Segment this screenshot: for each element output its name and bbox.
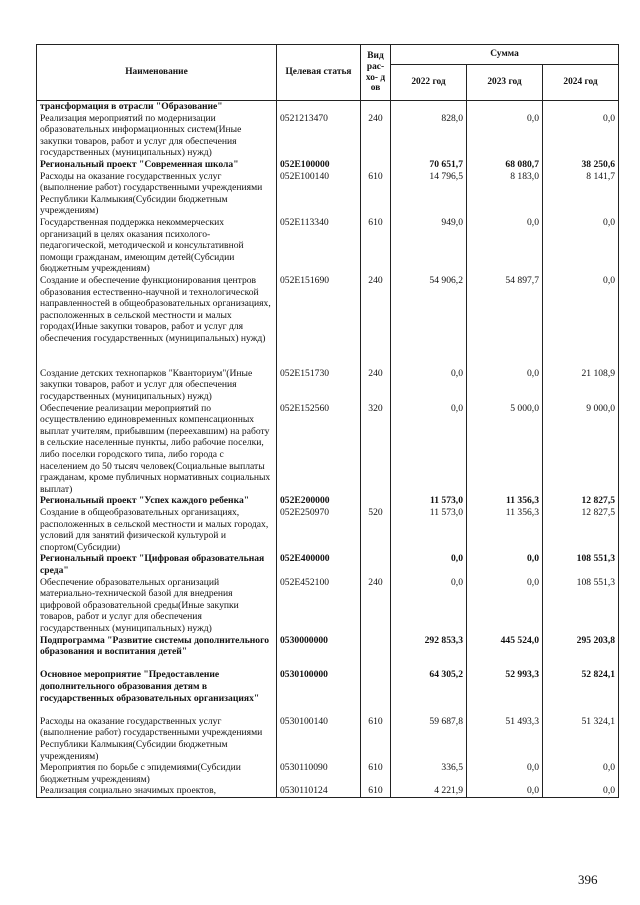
table-row: [37, 217, 619, 275]
row-code: 052E452100: [277, 577, 361, 635]
row-sum-2024: 108 551,3: [543, 577, 619, 635]
row-code: 0530100000: [277, 669, 361, 715]
row-sum-2023: 0,0: [467, 368, 543, 403]
row-name: Региональный проект "Успех каждого ребенка": [37, 495, 277, 507]
header-code: Целевая статья: [277, 45, 361, 101]
row-sum-2022: 292 853,3: [391, 635, 467, 670]
row-name: Обеспечение образовательных организаций материально-технической базой для внедрения цифровой образовательной среды(Иные закупки товаров, работ и услуг для обеспечения государственных (муниципальных) нужд): [37, 577, 277, 635]
row-name: Обеспечение реализации мероприятий по осуществлению единовременных компенсационных выплат учителям, прибывшим (переехавшим) на работу в сельские населенные пункты, либо рабочие поселки, либо поселки городского типа, либо города с населением до 50 тысяч человек(Социальные выплаты гражданам, кроме публичных нормативных социальных выплат): [37, 403, 277, 496]
row-sum-2024: 0,0: [543, 113, 619, 159]
row-expense-type: [361, 159, 391, 171]
row-sum-2022: 14 796,5: [391, 171, 467, 217]
row-sum-2022: [391, 101, 467, 113]
row-expense-type: 240: [361, 275, 391, 368]
page-number: 396: [578, 872, 598, 887]
row-expense-type: 240: [361, 113, 391, 159]
row-name: трансформация в отрасли "Образование": [37, 101, 277, 113]
row-name: Расходы на оказание государственных услуг (выполнение работ) государственными учреждениями Республики Калмыкия(Субсидии бюджетным учреждениям): [37, 171, 277, 217]
row-code: 052E400000: [277, 553, 361, 576]
row-code: 052E152560: [277, 403, 361, 496]
row-sum-2022: 11 573,0: [391, 495, 467, 507]
table-row: [37, 669, 619, 715]
row-code: 052E113340: [277, 217, 361, 275]
row-expense-type: 610: [361, 217, 391, 275]
row-sum-2022: 0,0: [391, 577, 467, 635]
row-expense-type: [361, 495, 391, 507]
row-sum-2023: 0,0: [467, 553, 543, 576]
row-name: Создание детских технопарков "Кванториум"(Иные закупки товаров, работ и услуг для обеспечения государственных (муниципальных) нужд): [37, 368, 277, 403]
header-expense-type-label: Вид рас- хо- дов: [365, 51, 386, 94]
row-code: 052E100140: [277, 171, 361, 217]
row-sum-2023: 11 356,3: [467, 495, 543, 507]
row-sum-2024: 0,0: [543, 217, 619, 275]
row-sum-2024: 51 324,1: [543, 716, 619, 762]
row-name: Расходы на оказание государственных услуг (выполнение работ) государственными учреждениями Республики Калмыкия(Субсидии бюджетным учреждениям): [37, 716, 277, 762]
row-expense-type: 610: [361, 762, 391, 785]
row-sum-2023: 52 993,3: [467, 669, 543, 715]
header-sum: Сумма: [391, 45, 619, 65]
row-sum-2022: 828,0: [391, 113, 467, 159]
table-row: [37, 635, 619, 670]
row-sum-2022: 11 573,0: [391, 507, 467, 553]
row-code: 0530110124: [277, 785, 361, 797]
row-code: 052E151690: [277, 275, 361, 368]
header-expense-type: [361, 45, 391, 101]
row-sum-2024: 21 108,9: [543, 368, 619, 403]
row-sum-2023: 51 493,3: [467, 716, 543, 762]
table-row: [37, 113, 619, 159]
row-expense-type: 320: [361, 403, 391, 496]
row-sum-2022: 64 305,2: [391, 669, 467, 715]
row-code: 0530100140: [277, 716, 361, 762]
row-sum-2023: 0,0: [467, 217, 543, 275]
table-row: [37, 553, 619, 576]
row-sum-2024: 0,0: [543, 275, 619, 368]
row-name: Региональный проект "Цифровая образовательная среда": [37, 553, 277, 576]
row-sum-2023: 0,0: [467, 762, 543, 785]
table-row: [37, 495, 619, 507]
row-name: Государственная поддержка некоммерческих организаций в целях оказания психолого-педагогической, методической и консультативной помощи гражданам, имеющим детей(Субсидии бюджетным учреждениям): [37, 217, 277, 275]
row-code: 0530110090: [277, 762, 361, 785]
row-expense-type: [361, 669, 391, 715]
row-name: Подпрограмма "Развитие системы дополнительного образования и воспитания детей": [37, 635, 277, 670]
header-name: Наименование: [37, 45, 277, 101]
row-sum-2023: 5 000,0: [467, 403, 543, 496]
table-row: [37, 101, 619, 113]
row-sum-2024: [543, 101, 619, 113]
row-code: [277, 101, 361, 113]
header-year-2022: 2022 год: [391, 65, 467, 101]
row-sum-2024: 12 827,5: [543, 507, 619, 553]
row-sum-2023: 445 524,0: [467, 635, 543, 670]
row-expense-type: 520: [361, 507, 391, 553]
row-sum-2022: 336,5: [391, 762, 467, 785]
row-code: 052E200000: [277, 495, 361, 507]
row-sum-2023: 0,0: [467, 113, 543, 159]
row-sum-2024: 108 551,3: [543, 553, 619, 576]
row-expense-type: 610: [361, 716, 391, 762]
table-row: [37, 507, 619, 553]
row-sum-2024: 8 141,7: [543, 171, 619, 217]
table-row: [37, 403, 619, 496]
row-sum-2023: 8 183,0: [467, 171, 543, 217]
row-sum-2022: 4 221,9: [391, 785, 467, 797]
row-expense-type: [361, 553, 391, 576]
table-row: [37, 577, 619, 635]
row-code: 052E250970: [277, 507, 361, 553]
table-row: [37, 762, 619, 785]
table-row: [37, 716, 619, 762]
row-sum-2024: 0,0: [543, 762, 619, 785]
row-name: Создание в общеобразовательных организациях, расположенных в сельской местности и малых городах, условий для занятий физической культурой и спортом(Субсидии): [37, 507, 277, 553]
row-sum-2023: 54 897,7: [467, 275, 543, 368]
table-row: [37, 171, 619, 217]
row-sum-2024: 52 824,1: [543, 669, 619, 715]
row-code: 0521213470: [277, 113, 361, 159]
row-sum-2023: 68 080,7: [467, 159, 543, 171]
row-sum-2024: 38 250,6: [543, 159, 619, 171]
row-expense-type: [361, 101, 391, 113]
row-sum-2024: 295 203,8: [543, 635, 619, 670]
table-row: [37, 785, 619, 797]
header-year-2023: 2023 год: [467, 65, 543, 101]
row-code: 052E151730: [277, 368, 361, 403]
row-expense-type: 240: [361, 577, 391, 635]
row-sum-2022: 54 906,2: [391, 275, 467, 368]
row-expense-type: 240: [361, 368, 391, 403]
row-sum-2022: 949,0: [391, 217, 467, 275]
row-sum-2022: 70 651,7: [391, 159, 467, 171]
row-sum-2023: [467, 101, 543, 113]
row-sum-2022: 59 687,8: [391, 716, 467, 762]
row-expense-type: 610: [361, 171, 391, 217]
row-name: Реализация мероприятий по модернизации образовательных информационных систем(Иные закупки товаров, работ и услуг для обеспечения государственных (муниципальных) нужд): [37, 113, 277, 159]
row-sum-2022: 0,0: [391, 368, 467, 403]
row-expense-type: 610: [361, 785, 391, 797]
row-name: Основное мероприятие "Предоставление дополнительного образования детям в государственных образовательных организациях": [37, 669, 277, 715]
table-row: [37, 368, 619, 403]
table-row: [37, 159, 619, 171]
row-name: Реализация социально значимых проектов,: [37, 785, 277, 797]
header-year-2024: 2024 год: [543, 65, 619, 101]
row-sum-2022: 0,0: [391, 403, 467, 496]
row-sum-2022: 0,0: [391, 553, 467, 576]
row-sum-2023: 0,0: [467, 577, 543, 635]
row-name: Мероприятия по борьбе с эпидемиями(Субсидии бюджетным учреждениям): [37, 762, 277, 785]
row-expense-type: [361, 635, 391, 670]
row-sum-2024: 9 000,0: [543, 403, 619, 496]
row-code: 0530000000: [277, 635, 361, 670]
table-row: [37, 275, 619, 368]
row-name: Создание и обеспечение функционирования центров образования естественно-научной и технологической направленностей в общеобразовательных организациях, расположенных в сельской местности и малых городах(Иные закупки товаров, работ и услуг для обеспечения государственных (муниципальных) нужд): [37, 275, 277, 368]
row-sum-2023: 0,0: [467, 785, 543, 797]
row-sum-2023: 11 356,3: [467, 507, 543, 553]
row-sum-2024: 0,0: [543, 785, 619, 797]
row-sum-2024: 12 827,5: [543, 495, 619, 507]
row-name: Региональный проект "Современная школа": [37, 159, 277, 171]
budget-table: [36, 44, 619, 798]
row-code: 052E100000: [277, 159, 361, 171]
